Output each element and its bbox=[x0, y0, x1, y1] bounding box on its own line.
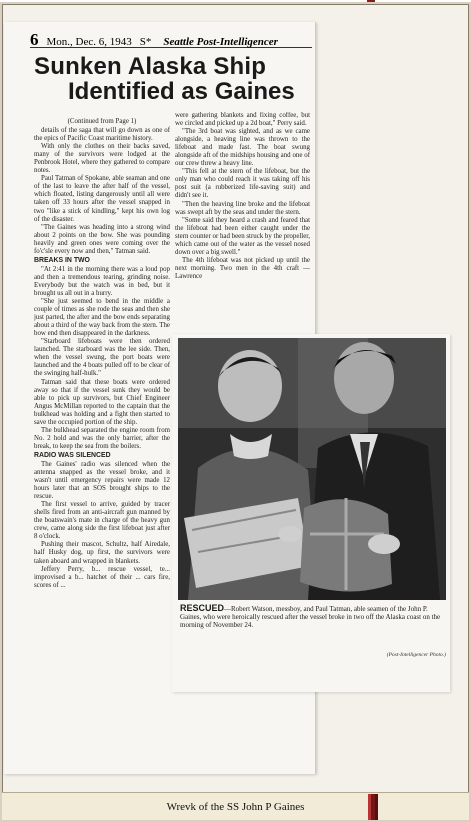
paragraph: Pushing their mascot, Schultz, half Airedale, half Husky dog, up first, the survivors were taken aboard and wrapped in blankets. bbox=[34, 541, 170, 565]
rescued-photo bbox=[178, 338, 446, 600]
paragraph: "She just seemed to bend in the middle a couple of times as she rode the seas and then she just parted, the after and the bow ends separating about a third of the way back from the stern. The bow end then disappeared in the darkness. bbox=[34, 298, 170, 338]
caption-text: —Robert Watson, messboy, and Paul Tatman, able seamen of the John P. Gaines, who were heroically rescued after the vessel broke in two off the Alaska coast on the morning of November 24. bbox=[180, 605, 441, 630]
paragraph: The 4th lifeboat was not picked up until the next morning. Two men in the 4th craft — Lawrence bbox=[175, 256, 310, 280]
paper-name: Seattle Post-Intelligencer bbox=[163, 36, 278, 48]
subhead: BREAKS IN TWO bbox=[34, 256, 90, 264]
continued-note: (Continued from Page 1) bbox=[67, 118, 137, 125]
article-column-1 bbox=[34, 118, 170, 754]
paragraph: The bulkhead separated the engine room from No. 2 hold and was the only barrier, after the break, to keep the sea from the boilers. bbox=[34, 426, 170, 450]
paragraph: Jeffery Perry, b... rescue vessel, te... improvised a b... hatchet of their ... cars fire, scores of ... bbox=[34, 565, 170, 589]
photo-illustration bbox=[178, 338, 446, 600]
photo-caption bbox=[180, 604, 446, 630]
headline-line2: Identified as Gaines bbox=[68, 78, 295, 106]
paragraph: were gathering blankets and fixing coffee, but we circled and picked up a 2d boat," Perry said. bbox=[175, 112, 310, 128]
edition-mark: S* bbox=[139, 36, 152, 48]
paragraph: "Then the heaving line broke and the lifeboat was swept aft by the seas and under the stern. bbox=[175, 200, 310, 216]
dateline bbox=[30, 30, 312, 48]
caption-bar bbox=[2, 792, 469, 820]
photo-credit: (Post-Intelligencer Photo.) bbox=[386, 652, 446, 658]
paragraph: The first vessel to arrive, guided by tracer shells fired from an anti-aircraft gun manned by the boatswain's mate in charge of the heavy gun crew, came along side the first lifeboat just after 8 o'clock. bbox=[34, 501, 170, 541]
paragraph: "This fell at the stern of the lifeboat, but the only man who could reach it was taking off his post suit (a rubberized life-saving suit) and didn't see it. bbox=[175, 168, 310, 200]
paragraph: "The Gaines was heading into a strong wind about 2 points on the bow. She was pounding heavily and green ones were coming over the fo'c'sle every now and then," Tatman said. bbox=[34, 223, 170, 255]
headline bbox=[34, 54, 314, 104]
paragraph: With only the clothes on their backs saved, many of the survivors were lodged at the Penbrook Hotel, where they gathered to compare notes. bbox=[34, 143, 170, 175]
paragraph: "Starboard lifeboats were then ordered launched. The starboard was the lee side. Then, when the vessel swung, the port boats were launched and the 4 boats pulled off to be clear of the swinging half-hulk." bbox=[34, 338, 170, 378]
paragraph: The Gaines' radio was silenced when the antenna snapped as the vessel broke, and it wasn't until emergency repairs were made 12 hours later that an SOS brought ships to the rescue. bbox=[34, 460, 170, 501]
article-column-2 bbox=[175, 112, 310, 334]
paragraph: "The 3rd boat was sighted, and as we came alongside, a heaving line was thrown to the lifeboat and made fast. The boat swung alongside aft of the midships housing and one of our crew threw a heavy line. bbox=[175, 128, 310, 168]
paragraph: Paul Tatman of Spokane, able seaman and one of the last to leave the after half of the vessel, which floated, listing dangerously until all were taken off 33 hours after the vessel snapped in two "like a stick of kindling," kept his own log of the disaster. bbox=[34, 175, 170, 223]
page-number: 6 bbox=[30, 30, 39, 49]
paragraph: details of the saga that will go down as one of the epics of Pacific Coast maritime history. bbox=[34, 127, 170, 143]
caption-keyword: RESCUED bbox=[180, 603, 225, 613]
headline-line1: Sunken Alaska Ship bbox=[34, 53, 267, 80]
issue-date: Mon., Dec. 6, 1943 bbox=[46, 36, 132, 48]
paragraph: "At 2:41 in the morning there was a loud pop and then a tremendous tearing, grinding noise. Everybody but the watch was in bed, but it brought us all out in a hurry. bbox=[34, 265, 170, 297]
subhead: RADIO WAS SILENCED bbox=[34, 451, 111, 459]
image-caption: Wrevk of the SS John P Gaines bbox=[166, 800, 305, 813]
paragraph: "Some said they heard a crash and feared that the lifeboat had been either caught under the stern counter or had been struck by the propeller, which came out of the water as the vessel nosed down over a big swell." bbox=[175, 216, 310, 256]
paragraph: Tatman said that these boats were ordered away so that if the vessel sunk they would be able to pick up survivors, but Chief Engineer Angus McMillan reported to the captain that the bulkhead was holding and a fight then started to save the occupied portion of the ship. bbox=[34, 378, 170, 426]
caption-marker bbox=[368, 794, 378, 820]
